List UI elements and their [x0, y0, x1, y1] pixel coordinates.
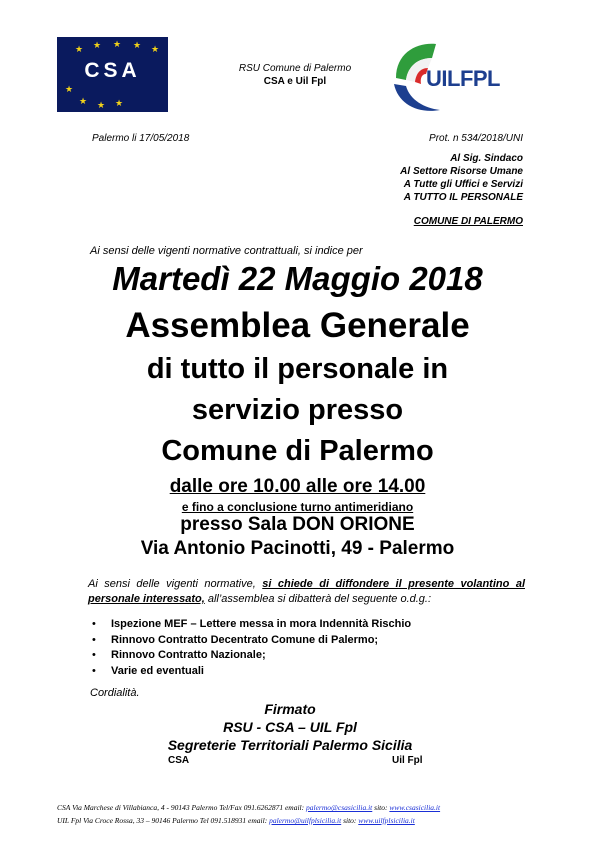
agenda-item [92, 648, 411, 664]
footer-uil-email-link[interactable]: palermo@uilfplsicilia.it [269, 816, 342, 825]
event-address: Via Antonio Pacinotti, 49 - Palermo [140, 538, 455, 559]
intro-text: Ai sensi delle vigenti normative contrattuali, si indice per [90, 245, 363, 257]
event-date: Martedì 22 Maggio 2018 [112, 260, 483, 297]
signature-signed: Firmato [264, 701, 316, 717]
event-hours-line [0, 476, 595, 498]
paragraph-emphasis: si chiede di diffondere il presente volantino al personale interessato, [88, 578, 525, 605]
addressee: A TUTTO IL PERSONALE [403, 192, 523, 203]
bullet-icon: • [92, 618, 96, 630]
uilfpl-logo [388, 38, 510, 116]
footer-csa-site-link[interactable]: www.csasicilia.it [389, 803, 441, 812]
agenda-item-text: Varie ed eventuali [111, 664, 204, 677]
event-until-line [0, 500, 595, 514]
agenda-item [92, 664, 411, 680]
addressee: Al Settore Risorse Umane [400, 166, 523, 177]
event-subtitle: servizio presso [191, 394, 404, 426]
agenda-item-text: Rinnovo Contratto Nazionale; [111, 649, 266, 661]
footer-csa [57, 803, 440, 812]
addressee-entity: COMUNE DI PALERMO [413, 216, 523, 227]
event-subtitle: Comune di Palermo [161, 435, 434, 467]
header-rsu: RSU Comune di Palermo [238, 63, 352, 74]
addressee: Al Sig. Sindaco [450, 153, 523, 164]
agenda-item [92, 617, 411, 633]
agenda-item-text: Ispezione MEF – Lettere messa in mora Indennità Rischio [111, 618, 412, 630]
paragraph-text: all’assemblea si dibatterà del seguente o.d.g.: [204, 593, 432, 605]
event-venue: presso Sala DON ORIONE [180, 514, 415, 535]
footer-site-label: sito: [341, 816, 359, 825]
signature-secretariats: Segreterie Territoriali Palermo Sicilia [167, 737, 413, 753]
event-hours: dalle ore 10.00 alle ore 14.00 [169, 476, 426, 497]
footer-uil-address: UIL Fpl Via Croce Rossa, 33 – 90146 Palermo Tel 091.518931 email: [57, 816, 270, 825]
agenda-list [92, 617, 411, 679]
csa-logo-text: CSA [84, 59, 141, 82]
bullet-icon: • [92, 664, 96, 677]
uilfpl-logo-text: UILFPL [426, 66, 500, 91]
footer-uil-site-link[interactable]: www.uilfplsicilia.it [358, 816, 415, 825]
request-paragraph [88, 577, 525, 607]
bullet-icon: • [92, 633, 96, 646]
protocol-number: Prot. n 534/2018/UNI [429, 133, 523, 144]
csa-logo: ★ ★ ★ ★ ★ ★ ★ ★ ★ CSA [57, 37, 168, 112]
signature-uil: Uil Fpl [392, 755, 423, 766]
agenda-item-text: Rinnovo Contratto Decentrato Comune di Palermo; [111, 633, 379, 646]
footer-uil [57, 816, 415, 825]
event-title: Assemblea Generale [125, 306, 470, 345]
bullet-icon: • [92, 649, 96, 661]
event-subtitle: di tutto il personale in [146, 353, 449, 385]
event-until: e fino a conclusione turno antimeridiano [181, 500, 414, 514]
letter-date: Palermo li 17/05/2018 [92, 133, 190, 144]
paragraph-text: Ai sensi delle vigenti normative, [88, 578, 263, 590]
signature-csa: CSA [168, 755, 190, 766]
closing: Cordialità. [90, 687, 140, 699]
footer-csa-address: CSA Via Marchese di Villabianca, 4 - 90143 Palermo Tel/Fax 091.6262871 email: [57, 803, 306, 812]
footer-csa-email-link[interactable]: palermo@csasicilia.it [306, 803, 373, 812]
header-unions: CSA e Uil Fpl [263, 76, 327, 87]
addressee: A Tutte gli Uffici e Servizi [403, 179, 523, 190]
footer-site-label: sito: [372, 803, 390, 812]
agenda-item [92, 633, 411, 649]
signature-orgs: RSU - CSA – UIL Fpl [223, 719, 357, 735]
